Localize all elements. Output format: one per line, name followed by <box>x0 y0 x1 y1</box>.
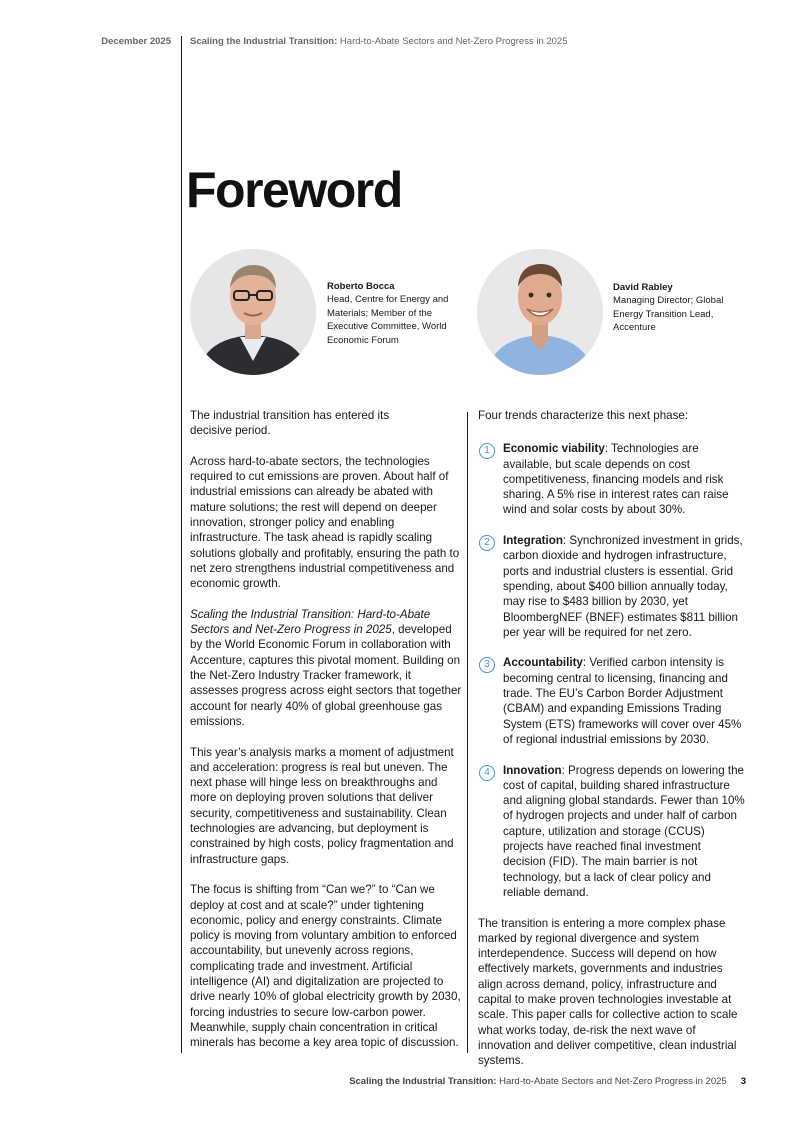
trend-text: : Technologies are available, but scale depends on cost competitiveness, financing models and risk sharing. A 5% rise in interest rates can raise wind and solar costs by about 30%. <box>503 442 729 517</box>
body-paragraph-3: This year’s analysis marks a moment of adjustment and acceleration: progress is real but uneven. The next phase will hinge less on breakthroughs and more on deploying proven solutions that deliver security, competitiveness and sustainability. Clean technologies are advancing, but deployment is constrained by high costs, policy fragmentation and infrastructure gaps. <box>190 745 454 866</box>
header-date: December 2025 <box>101 36 171 47</box>
body-paragraph-4: The focus is shifting from “Can we?” to “Can we deploy at cost and at scale?” under tightening economic, policy and energy constraints. Climate policy is moving from voluntary ambition to enforced accountability, but unevenly across regions, complicating trade and investment. Artificial intelligence (AI) and digitalization are projected to drive nearly 10% of global electricity growth by 2030, forcing industries to secure low-carbon power. Meanwhile, supply chain concentration in critical minerals has become a key area topic of discussion. <box>190 883 461 1050</box>
trend-item <box>478 533 746 640</box>
author-2-name: David Rabley <box>613 282 673 293</box>
footer-title-rest: Hard-to-Abate Sectors and Net-Zero Progress in 2025 <box>496 1076 727 1087</box>
author-1-role: Head, Centre for Energy and Materials; Member of the Executive Committee, World Economic Forum <box>327 294 449 346</box>
author-1-portrait <box>190 249 316 375</box>
left-text-column <box>190 408 462 1066</box>
body-paragraph-2-rest: , developed by the World Economic Forum in collaboration with Accenture, captures this pivotal moment. Building on the Net-Zero Industry Tracker framework, it assesses progress across eight sectors that together account for nearly 40% of global greenhouse gas emissions. <box>190 623 462 728</box>
author-2-role: Managing Director; Global Energy Transition Lead, Accenture <box>613 295 724 334</box>
trend-text: : Synchronized investment in grids, carbon dioxide and hydrogen infrastructure, ports and industrial clusters is essential. Grid spending, about $400 billion annually today, may rise to $483 billion by 2030, yet BloombergNEF (BNEF) estimates $811 billion per year will be required for net zero. <box>503 534 743 639</box>
trend-item <box>478 655 746 747</box>
right-text-column <box>478 408 746 1068</box>
trend-item <box>478 441 746 517</box>
header-title-rest: Hard-to-Abate Sectors and Net-Zero Progress in 2025 <box>337 36 568 47</box>
footer-title-bold: Scaling the Industrial Transition: <box>349 1076 497 1087</box>
author-2-bio <box>613 281 743 335</box>
left-vertical-rule <box>181 36 182 1053</box>
body-paragraph-2 <box>190 607 462 729</box>
trend-name: Accountability <box>503 656 583 670</box>
trend-name: Innovation <box>503 763 562 777</box>
author-1-bio <box>327 280 457 347</box>
page-number: 3 <box>740 1076 746 1087</box>
trend-text: : Progress depends on lowering the cost of capital, building shared infrastructure and aligning global standards. Fewer than 10% of hydrogen projects and under half of carbon capture, utilization and storage (CCUS) projects have reached final investment decision (FID). The main barrier is not technology, but a lack of clear policy and reliable demand. <box>503 763 745 899</box>
header-report-title <box>190 36 568 47</box>
trend-number-badge: 3 <box>479 657 495 673</box>
trends-lead: Four trends characterize this next phase: <box>478 409 689 422</box>
page-footer <box>349 1076 746 1087</box>
body-paragraph-1: Across hard-to-abate sectors, the technologies required to cut emissions are proven. About half of industrial emissions can already be abated with mature solutions; the rest will depend on deeper innovation, stronger policy and enabling infrastructure. The task ahead is rapidly scaling solutions globally and profitably, ensuring the path to net zero strengthens industrial competitiveness and economic growth. <box>190 454 460 591</box>
trend-number-badge: 2 <box>479 535 495 551</box>
trend-name: Integration <box>503 534 563 548</box>
page-title: Foreword <box>186 162 402 218</box>
column-divider-rule <box>467 412 468 1053</box>
closing-paragraph: The transition is entering a more complex phase marked by regional divergence and system interdependence. Success will depend on how effectively markets, governments and industries align across demand, policy, infrastructure and capital to make proven technologies investable at scale. This paper calls for collective action to scale what works today, de-risk the next wave of innovation and deliver competitive, clean industrial systems. <box>478 916 738 1068</box>
trend-number-badge: 1 <box>479 443 495 459</box>
author-2-portrait <box>477 249 603 375</box>
trend-number-badge: 4 <box>479 765 495 781</box>
page-header <box>0 36 793 50</box>
trend-text: : Verified carbon intensity is becoming central to licensing, financing and trade. The EU’s Carbon Border Adjustment (CBAM) and expanding Emissions Trading System (ETS) frameworks will cover over 45% of regional industrial emissions by 2030. <box>503 656 742 746</box>
trend-name: Economic viability <box>503 442 605 456</box>
report-title-italic: Scaling the Industrial Transition: Hard-to-Abate Sectors and Net-Zero Progress in 2025 <box>190 607 431 637</box>
intro-paragraph: The industrial transition has entered its decisive period. <box>190 409 390 438</box>
author-1-name: Roberto Bocca <box>327 281 395 292</box>
trend-item <box>478 763 746 901</box>
header-title-bold: Scaling the Industrial Transition: <box>190 36 338 47</box>
